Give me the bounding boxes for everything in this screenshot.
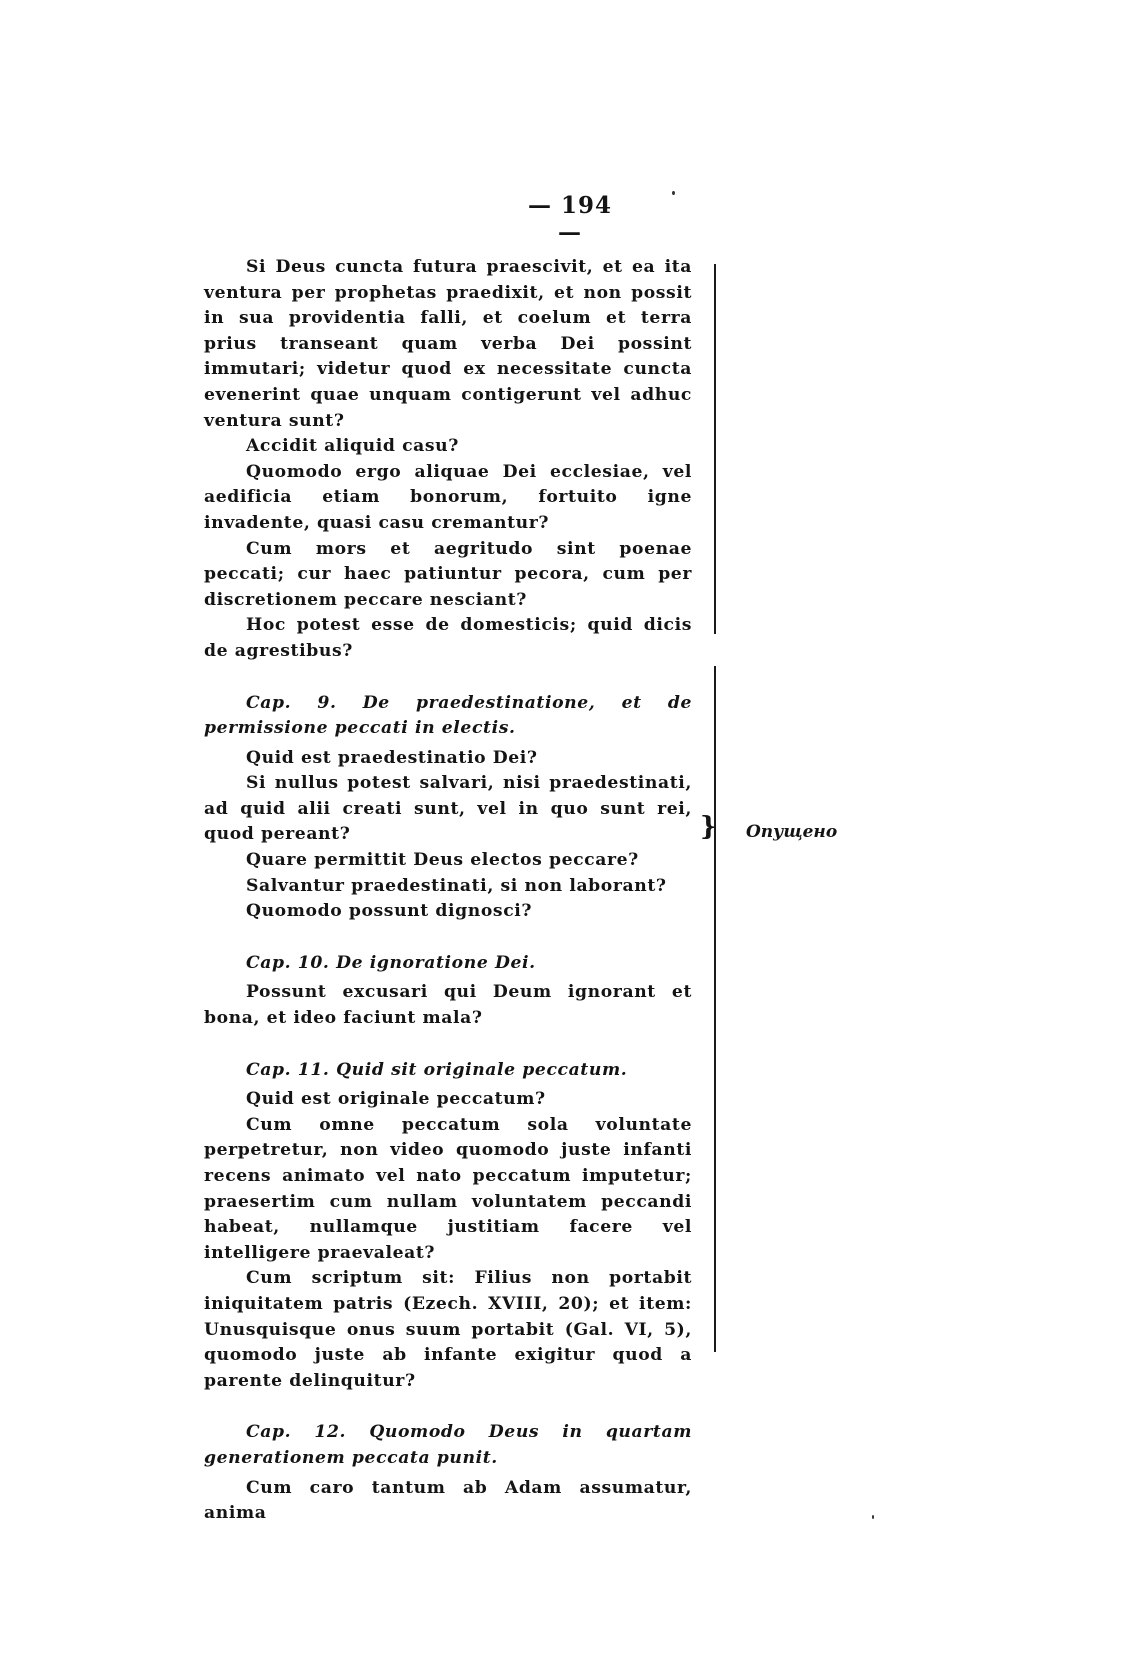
paragraph: Cum omne peccatum sola voluntate perpetretur, non video quomodo juste infanti recens animato vel nato peccatum imputetur; praesertim cum nullam voluntatem peccandi habeat, nullamque justitiam facere vel intelligere praevaleat?	[204, 1114, 692, 1263]
paragraph: Quid est praedestinatio Dei?	[246, 747, 538, 768]
chapter-heading: Cap. 10. De ignoratione Dei.	[246, 952, 536, 973]
paragraph: Possunt excusari qui Deum ignorant et bona, et ideo faciunt mala?	[204, 982, 692, 1029]
chapter-heading: Cap. 11. Quid sit originale peccatum.	[246, 1059, 628, 1080]
margin-note: Опущено	[746, 822, 838, 842]
brace-mark: }	[700, 812, 717, 842]
body-text	[204, 255, 692, 1527]
chapter-heading: Cap. 9. De praedestinatione, et de permissione peccati in electis.	[204, 692, 692, 739]
ink-speck	[672, 191, 675, 195]
paragraph: Quomodo ergo aliquae Dei ecclesiae, vel aedificia etiam bonorum, fortuito igne invadente, quasi casu cremantur?	[204, 461, 692, 533]
margin-bracket	[714, 264, 716, 634]
paragraph: Cum scriptum sit: Filius non portabit iniquitatem patris (Ezech. XVIII, 20); et item: Unusquisque onus suum portabit (Gal. VI, 5), quomodo juste ab infante exigitur quod a parente delinquitur?	[204, 1268, 692, 1391]
paragraph: Cum mors et aegritudo sint poenae peccati; cur haec patiuntur pecora, cum per discretionem peccare nesciant?	[204, 538, 692, 610]
paragraph: Cum caro tantum ab Adam assumatur, anima	[204, 1477, 692, 1524]
margin-bracket	[714, 666, 716, 1352]
paragraph: Hoc potest esse de domesticis; quid dicis de agrestibus?	[204, 615, 692, 661]
paragraph: Quid est originale peccatum?	[246, 1089, 546, 1110]
chapter-heading: Cap. 12. Quomodo Deus in quartam generationem peccata punit.	[204, 1422, 692, 1468]
paragraph: Si Deus cuncta futura praescivit, et ea ita ventura per prophetas praedixit, et non possit in sua providentia falli, et coelum et terra prius transeant quam verba Dei possint immutari; videtur quod ex necessitate cuncta evenerint quae unquam contigerunt vel adhuc ventura sunt?	[204, 257, 692, 431]
paragraph: Salvantur praedestinati, si non laborant?	[246, 875, 667, 896]
paragraph: Quomodo possunt dignosci?	[246, 901, 533, 922]
paragraph: Accidit aliquid casu?	[246, 436, 459, 457]
ink-speck	[872, 1515, 874, 1519]
paragraph: Quare permittit Deus electos peccare?	[246, 850, 639, 871]
page-number: — 194 —	[527, 192, 613, 246]
paragraph: Si nullus potest salvari, nisi praedestinati, ad quid alii creati sunt, vel in quo sunt rei, quod pereant?	[204, 773, 692, 845]
